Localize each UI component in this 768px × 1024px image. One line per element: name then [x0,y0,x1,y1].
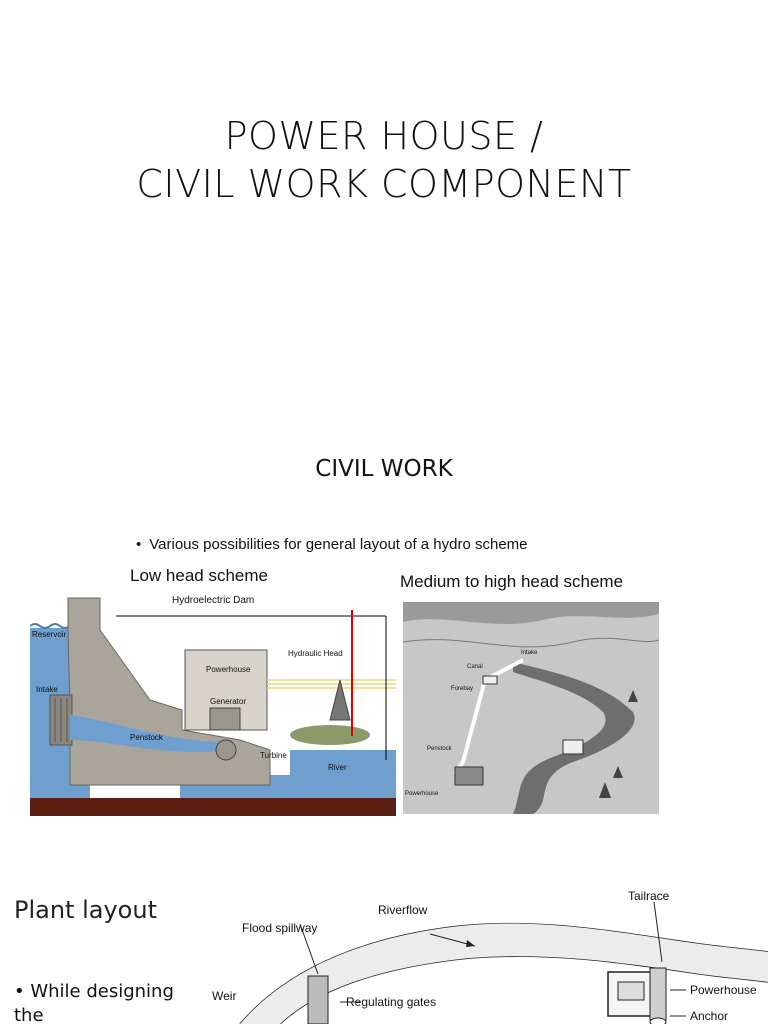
title-line-2: CIVIL WORK COMPONENT [136,162,632,206]
flood-spillway-label: Flood spillway [242,921,318,935]
turbine-label: Turbine [260,751,287,760]
powerhouse-label: Powerhouse [690,983,757,997]
slide-title-heading [0,112,768,208]
slide-title [0,0,768,432]
tailrace-channel [650,968,666,1020]
plant-layout-title: Plant layout [14,896,157,924]
riverflow-label: Riverflow [378,903,428,917]
plant-layout-diagram [200,876,768,1024]
forebay-label: Forebay [451,686,474,692]
tailrace-label: Tailrace [628,889,670,903]
turbine [216,740,236,760]
anchor-block [650,1018,666,1024]
ground [30,798,396,816]
penstock-label: Penstock [427,746,452,752]
intake-label: Intake [36,685,58,694]
hydroelectric-dam-diagram [30,590,396,816]
river-label: River [328,763,347,772]
hydraulic-head-label: Hydraulic Head [288,649,343,658]
high-head-caption: Medium to high head scheme [400,572,624,591]
forebay-tank [483,676,497,684]
powerhouse-label: Powerhouse [206,665,251,674]
bullet-text: Various possibilities for general layout of a hydro scheme [149,536,528,553]
bullet-dot: • [14,981,31,1002]
anchor-label: Anchor [690,1009,729,1023]
bullet-text: While designing the [14,981,174,1024]
generator-label: Generator [210,697,247,706]
canal-label: Canal [467,664,483,670]
dam-title-label: Hydroelectric Dam [172,595,255,606]
plant-layout-bullet [14,980,184,1024]
house [563,740,583,754]
transmission-tower [330,680,350,720]
riverbank [290,725,370,745]
flood-spillway [308,976,328,1024]
high-head-scheme-diagram [403,602,659,814]
weir-label: Weir [212,989,237,1003]
bullet-dot: • [136,536,142,553]
civil-work-bullet [136,536,528,553]
powerhouse-building [455,767,483,785]
regulating-gates-label: Regulating gates [346,995,437,1009]
generator [210,708,240,730]
slide-civil-work [0,432,768,862]
powerhouse-label: Powerhouse [405,791,439,797]
civil-work-title: CIVIL WORK [315,456,453,482]
slide-plant-layout [0,862,768,1024]
intake-label: Intake [521,650,538,656]
reservoir-label: Reservoir [32,630,67,639]
low-head-caption: Low head scheme [130,566,268,585]
penstock-label: Penstock [130,733,163,742]
title-line-1: POWER HOUSE / [224,114,544,158]
